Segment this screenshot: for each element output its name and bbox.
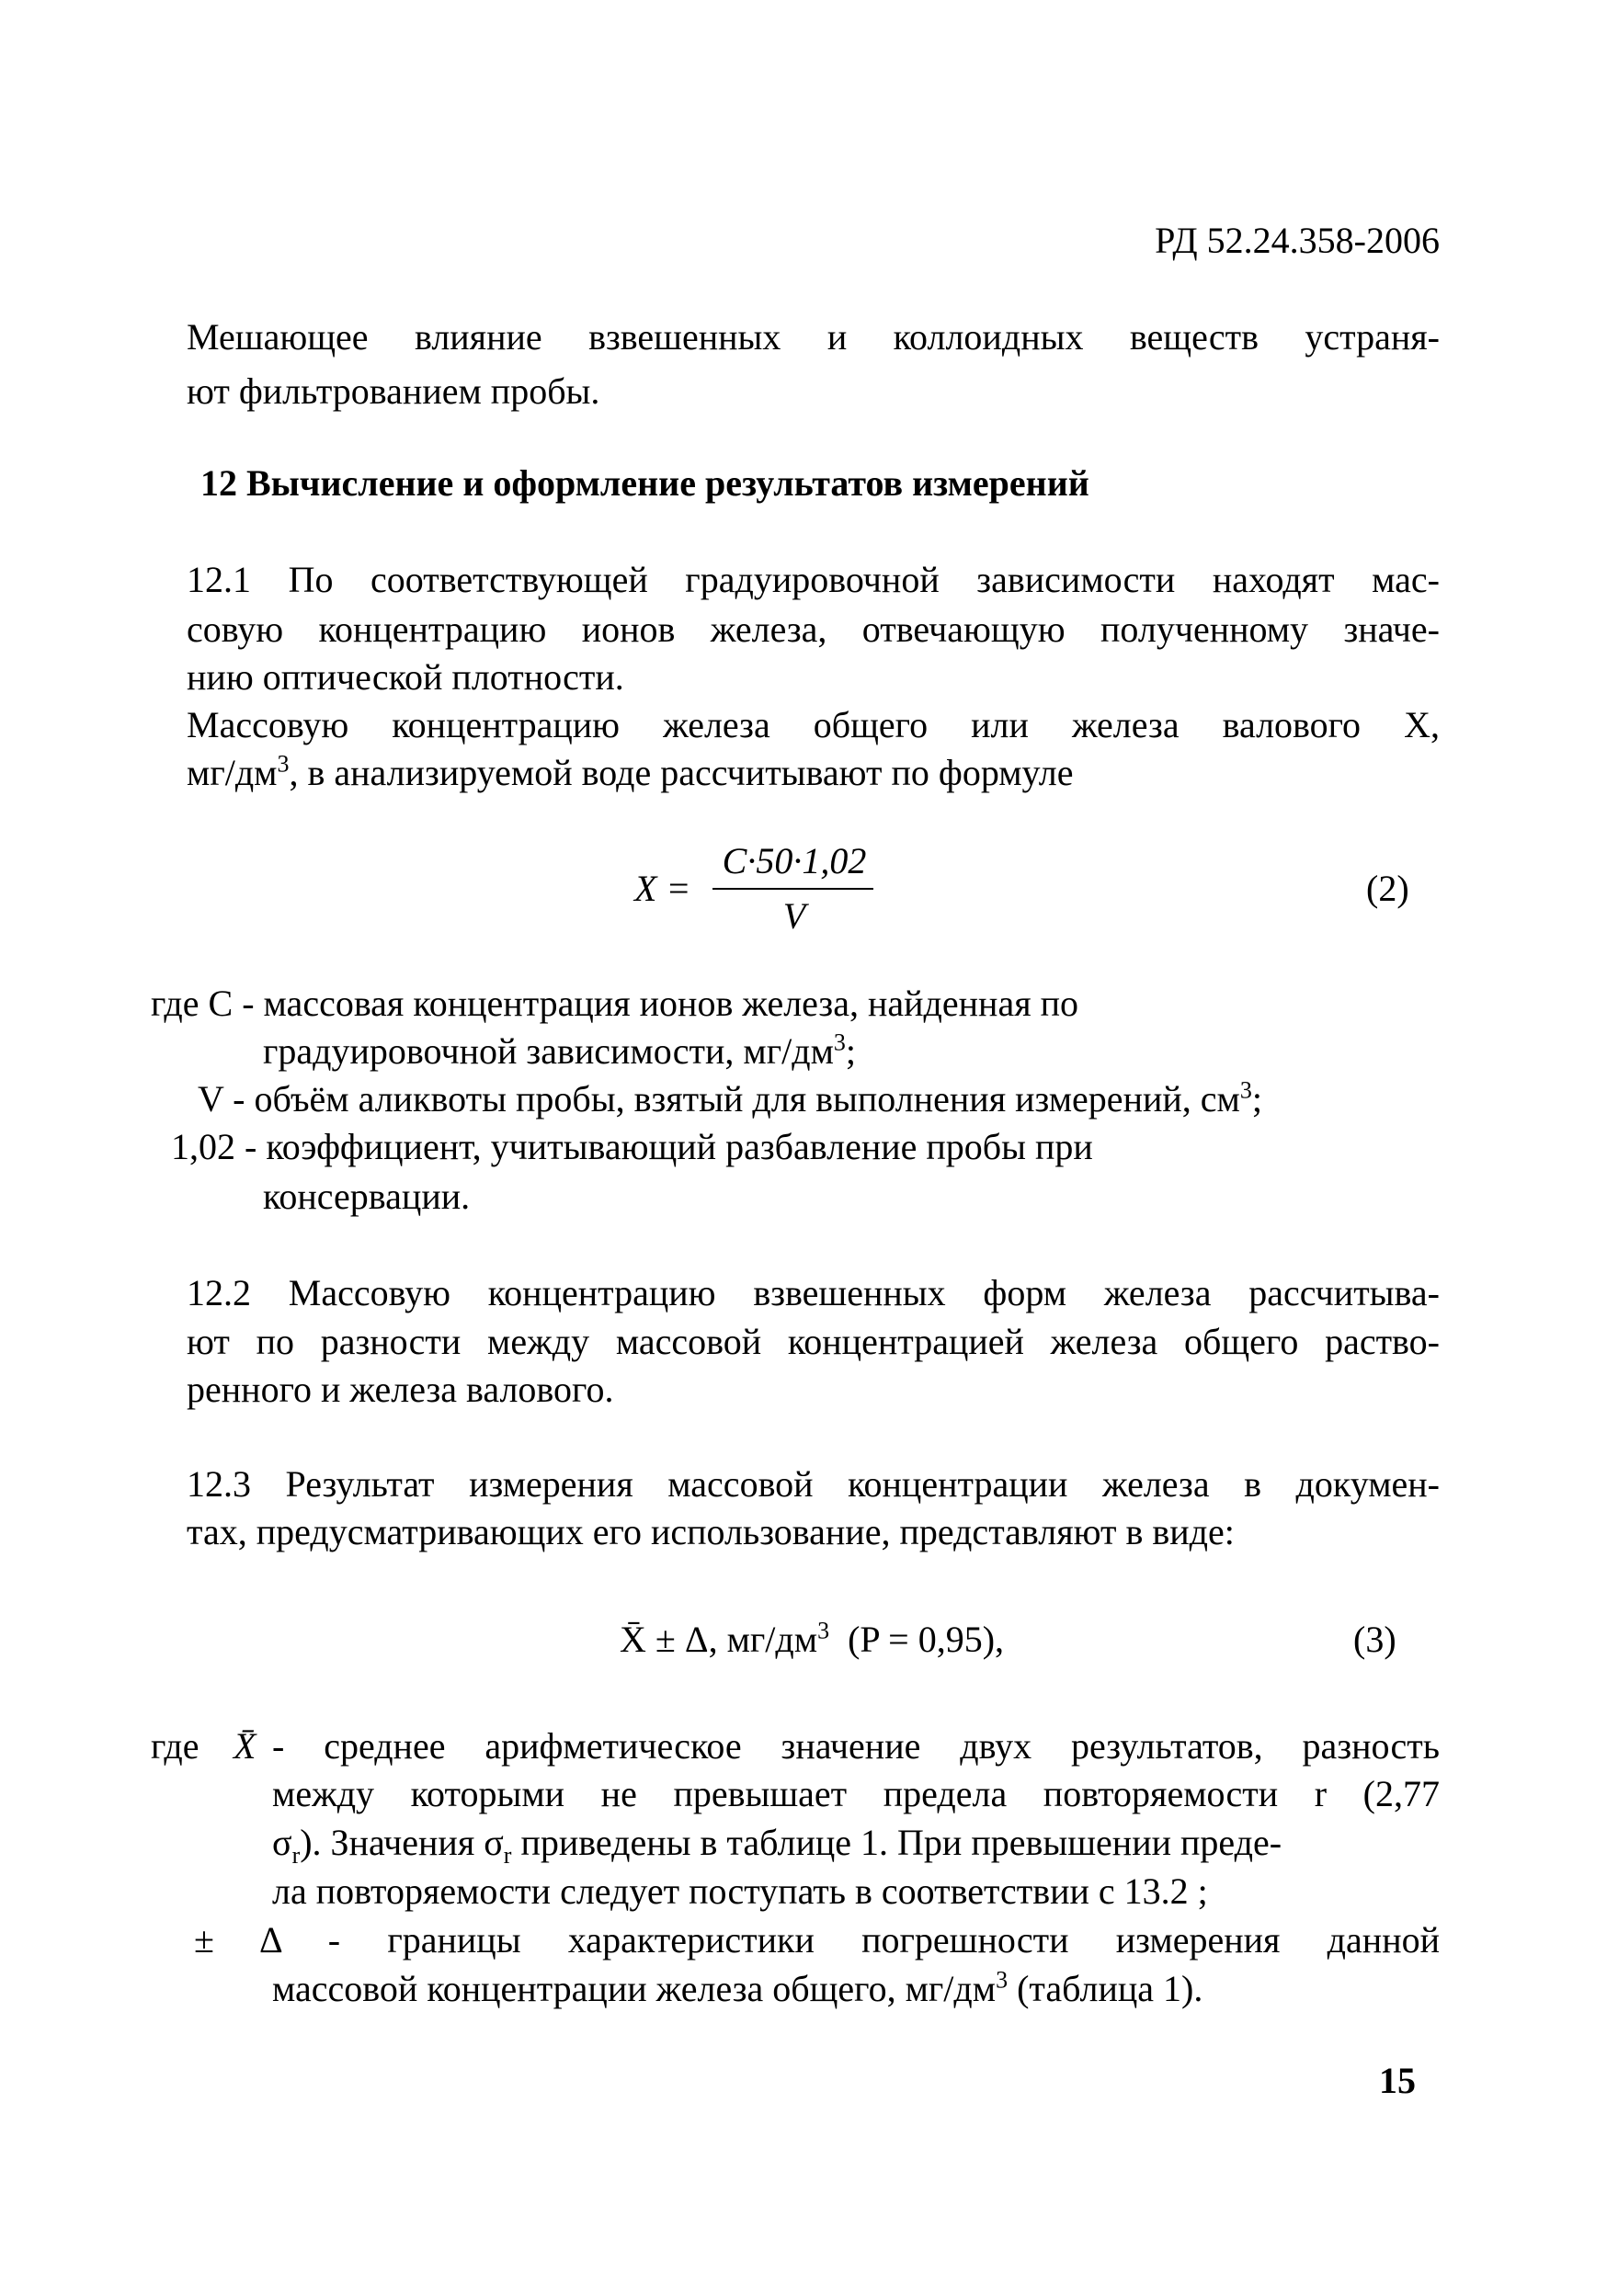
formula-number: (3) (1353, 1619, 1396, 1660)
definition-line (272, 1968, 1202, 2010)
definition-line: консервации. (263, 1176, 471, 1217)
text: приведены в таблице 1. При превышении преде- (511, 1822, 1282, 1863)
text: , в анализируемой воде рассчитывают по формуле (289, 752, 1074, 793)
symbol: X̄ (234, 1725, 256, 1767)
superscript: 3 (833, 1029, 846, 1056)
definition-line: между которыми не превышает предела повторяемости r (2,77 (272, 1773, 1440, 1814)
formula-numerator: C·50·1,02 (722, 840, 867, 881)
formula-number: (2) (1366, 868, 1409, 909)
paragraph-line: Массовую концентрацию железа общего или железа валового X, (187, 704, 1440, 745)
definition-line: 1,02 - коэффициент, учитывающий разбавление пробы при (171, 1126, 1093, 1167)
superscript: 3 (277, 750, 290, 778)
superscript: 3 (817, 1617, 830, 1644)
paragraph-line: тах, предусматривающих его использование, представляют в виде: (187, 1511, 1235, 1552)
formula-denominator: V (782, 895, 806, 937)
formula-expression: X̄ ± Δ, мг/дм (620, 1619, 818, 1660)
definition-line (198, 1078, 1262, 1120)
paragraph-line: Мешающее влияние взвешенных и коллоидных веществ устраня- (187, 316, 1440, 358)
subscript: r (503, 1842, 512, 1869)
superscript: 3 (996, 1966, 1009, 1994)
paragraph-line: ют фильтрованием пробы. (187, 370, 600, 412)
definition-line (272, 1822, 1282, 1869)
paragraph-line: 12.1 По соответствующей градуировочной зависимости находят мас- (187, 559, 1440, 600)
text: ; (1251, 1078, 1262, 1120)
paragraph-line: ренного и железа валового. (187, 1369, 614, 1410)
paragraph-line (187, 752, 1074, 794)
text: массовой концентрации железа общего, мг/дм (272, 1968, 997, 2009)
text: ; (845, 1030, 857, 1072)
definition-line: где C - массовая концентрация ионов железа, найденная по (151, 983, 1079, 1024)
definition-line: ла повторяемости следует поступать в соответствии с 13.2 ; (272, 1870, 1208, 1912)
formula-lhs: X = (634, 868, 691, 909)
paragraph-line: ют по разности между массовой концентрацией железа общего раство- (187, 1321, 1440, 1362)
subscript: r (291, 1842, 301, 1869)
fraction-bar (712, 888, 873, 890)
definition-line: - среднее арифметическое значение двух результатов, разность (272, 1725, 1440, 1767)
text: ). Значения σ (300, 1822, 504, 1863)
formula-condition: (P = 0,95), (848, 1619, 1005, 1660)
paragraph-line: нию оптической плотности. (187, 656, 624, 698)
unit: мг/дм (187, 752, 278, 793)
text: градуировочной зависимости, мг/дм (263, 1030, 834, 1072)
definition-line: ± Δ - границы характеристики погрешности измерения данной (194, 1919, 1440, 1961)
definition-line (263, 1030, 856, 1073)
paragraph-line: совую концентрацию ионов железа, отвечающую полученному значе- (187, 608, 1440, 650)
superscript: 3 (1239, 1076, 1252, 1104)
page-number: 15 (1379, 2060, 1416, 2101)
paragraph-line: 12.3 Результат измерения массовой концентрации железа в докумен- (187, 1463, 1440, 1505)
section-heading: 12 Вычисление и оформление результатов измерений (200, 462, 1089, 504)
document-code: РД 52.24.358-2006 (1155, 220, 1440, 261)
paragraph-line: 12.2 Массовую концентрацию взвешенных форм железа рассчитыва- (187, 1272, 1440, 1313)
text: (таблица 1). (1008, 1968, 1203, 2009)
text: V - объём аликвоты пробы, взятый для выполнения измерений, см (198, 1078, 1240, 1120)
definition-line-label: где (151, 1725, 199, 1767)
text: σ (272, 1822, 292, 1863)
